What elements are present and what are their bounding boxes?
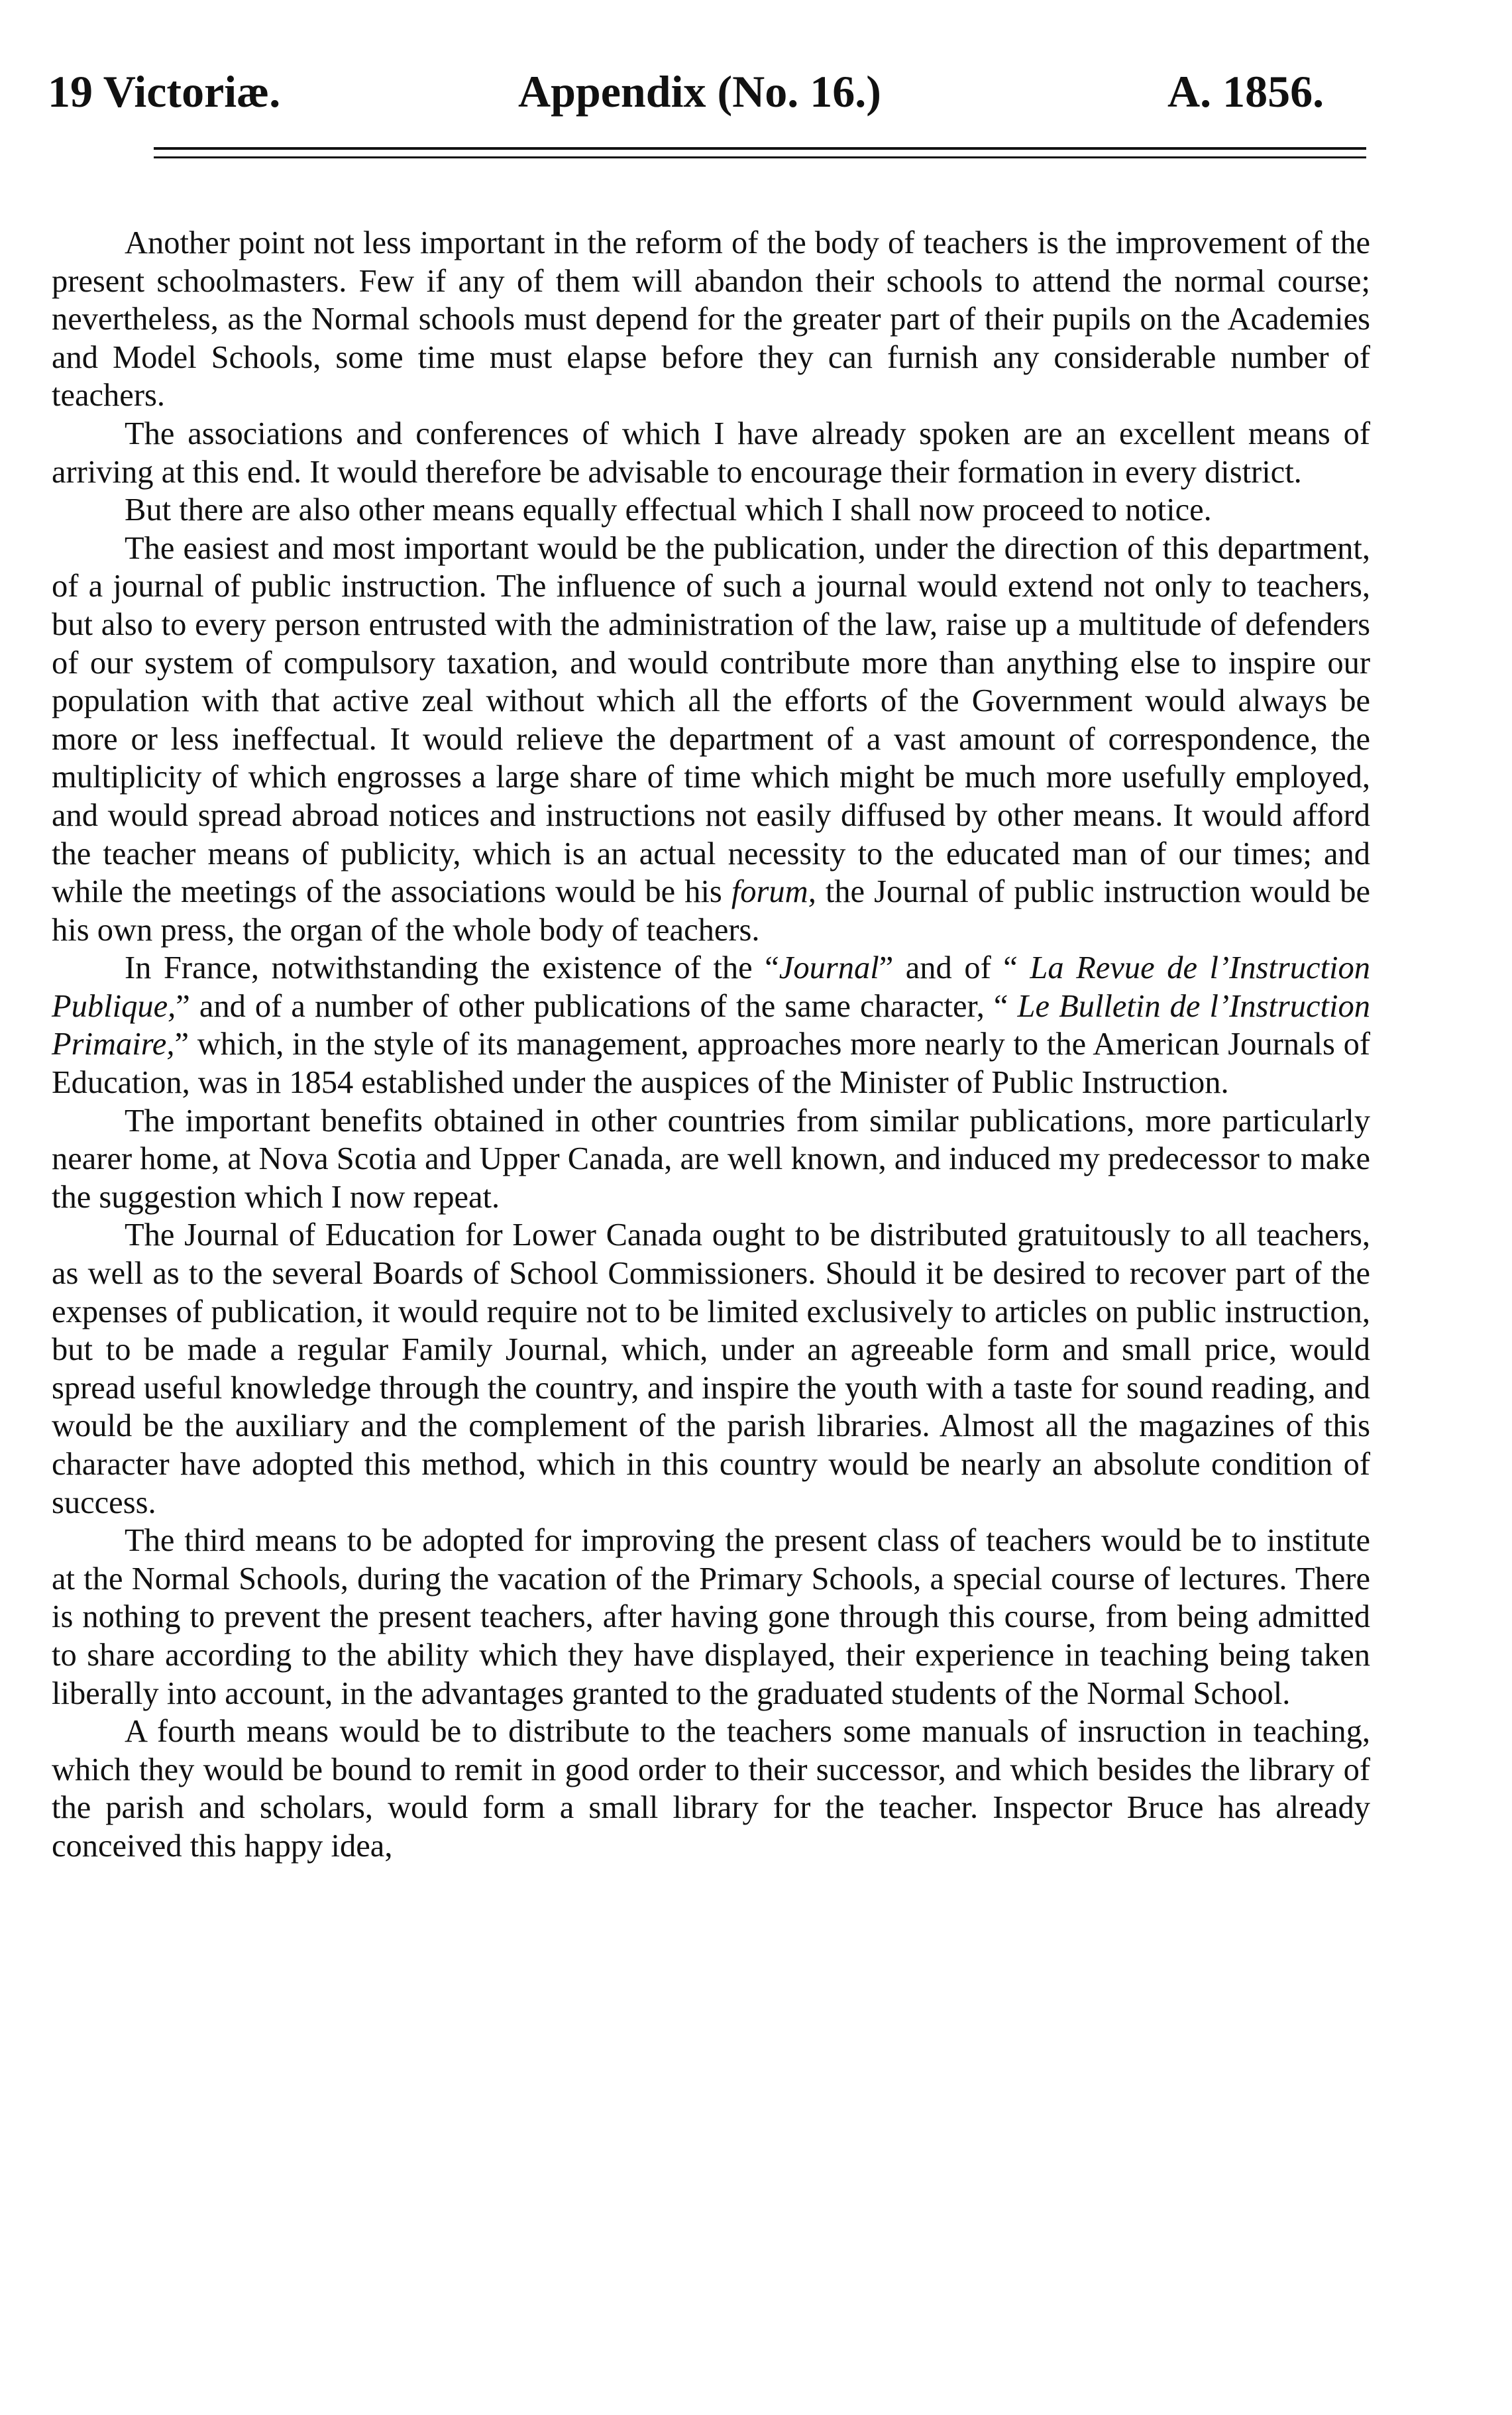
italic-la-revue: La Revue de l’Instruction Publique, <box>52 950 1371 1024</box>
paragraph-schoolmasters: Another point not less important in the reform of the body of teachers is the improvement of the present schoolmasters. Few if any of them will abandon their schools to attend the normal course; nevertheless, as the Normal schools must depend for the greater part of their pupils on the Academies and Model Schools, some time must elapse before they can furnish any considerable number of teachers. <box>52 225 1370 414</box>
paragraph-journal-lower-canada: The Journal of Education for Lower Canada ought to be distributed gratuitously to all teachers, as well as to the several Boards of School Commissioners. Should it be desired to recover part of the expenses of publication, it would require not to be limited exclusively to articles on public instruction, but to be made a regular Family Journal, which, under an agreeable form and small price, would spread useful knowledge through the country, and inspire the youth with a taste for sound reading, and would be the auxiliary and the complement of the parish libraries. Almost all the magazines of this character have adopted this method, which in this country would be nearly an absolute condition of success. <box>52 1217 1370 1520</box>
header-rule-bottom <box>154 156 1366 158</box>
header-appendix: Appendix (No. 16.) <box>518 66 881 117</box>
paragraph-france-text-2: ” and of “ <box>879 950 1030 986</box>
body-text <box>52 224 1370 1866</box>
paragraph-journal <box>52 530 1370 950</box>
paragraph-benefits: The important benefits obtained in other countries from similar publications, more particularly nearer home, at Nova Scotia and Upper Canada, are well known, and induced my predecessor to make the suggestion which I now repeat. <box>52 1103 1370 1215</box>
paragraph-france-text-1: In France, notwithstanding the existence of the “ <box>125 950 779 986</box>
header-session: 19 Victoriæ. <box>48 66 281 117</box>
paragraph-france-text-3: ” and of a number of other publications of the same character, “ <box>176 988 1018 1024</box>
italic-le-bulletin: Le Bulletin de l’Instruction Primaire, <box>52 988 1370 1062</box>
header-year: A. 1856. <box>1167 66 1324 117</box>
paragraph-france-text-4: ” which, in the style of its management, approaches more nearly to the American Journals of Education, was in 1854 established under the auspices of the Minister of Public Instruction. <box>52 1027 1370 1101</box>
paragraph-france <box>52 949 1370 1101</box>
paragraph-associations: The associations and conferences of which I have already spoken are an excellent means of arriving at this end. It would therefore be advisable to encourage their formation in every district. <box>52 416 1370 490</box>
paragraph-fourth-means: A fourth means would be to distribute to the teachers some manuals of insruction in teaching, which they would be bound to remit in good order to their successor, and which besides the library of the parish and scholars, would form a small library for the teacher. Inspector Bruce has already conceived this happy idea, <box>52 1714 1370 1864</box>
paragraph-journal-text-end: the Journal of public instruction would be his own press, the organ of the whole body of teachers. <box>52 874 1371 948</box>
running-header <box>48 52 1360 131</box>
paragraph-other-means: But there are also other means equally effectual which I shall now proceed to notice. <box>125 492 1212 528</box>
italic-forum: forum, <box>731 874 816 910</box>
paragraph-journal-text: The easiest and most important would be the publication, under the direction of this department, of a journal of public instruction. The influence of such a journal would extend not only to teachers, but also to every person entrusted with the administration of the law, raise up a multitude of defenders of our system of compulsory taxation, and would contribute more than anything else to inspire our population with that active zeal without which all the efforts of the Government would always be more or less ineffectual. It would relieve the department of a vast amount of correspondence, the multiplicity of which engrosses a large share of time which might be much more usefully employed, and would spread abroad notices and instructions not easily diffused by other means. It would afford the teacher means of publicity, which is an actual necessity to the educated man of our times; and while the meetings of the associations would be his <box>52 530 1370 910</box>
italic-journal: Journal <box>779 950 879 986</box>
paragraph-third-means: The third means to be adopted for improving the present class of teachers would be to institute at the Normal Schools, during the vacation of the Primary Schools, a special course of lectures. There is nothing to prevent the present teachers, after having gone through this course, from being admitted to share according to the ability which they have displayed, their experience in teaching being taken liberally into account, in the advantages granted to the graduated students of the Normal School. <box>52 1523 1370 1711</box>
header-rule-top <box>154 147 1366 150</box>
